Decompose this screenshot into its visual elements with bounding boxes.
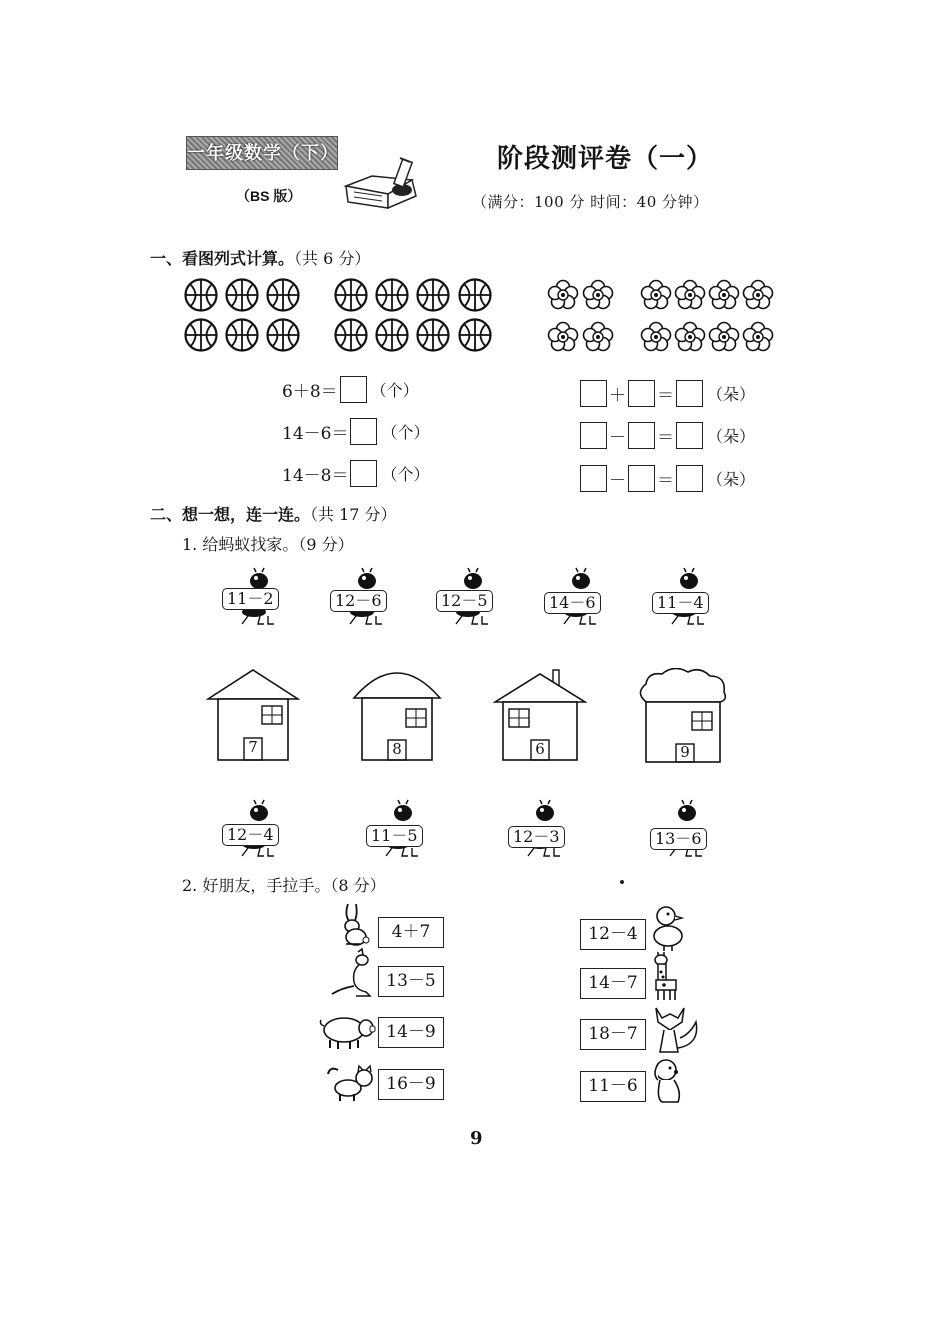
answer-box[interactable] [628, 465, 655, 492]
equation-right-1: ＋ ＝ （朵） [578, 380, 755, 407]
q2-title: 2. 好朋友，手拉手。（8 分） [182, 876, 386, 895]
ant-label: 11－2 [222, 588, 279, 610]
page-number: 9 [470, 1128, 483, 1149]
basketball-icon [268, 320, 299, 351]
expr-card-right-1[interactable]: 12－4 [580, 919, 646, 950]
expr-card-left-1[interactable]: 4＋7 [378, 917, 444, 948]
rabbit-icon [338, 902, 374, 946]
flower-icon [584, 323, 613, 351]
ant-top-1[interactable] [222, 566, 292, 628]
house-2[interactable] [352, 662, 442, 762]
fox-icon [650, 1004, 702, 1056]
flower-icon [744, 281, 773, 309]
equation-left-2: 14－6＝ （个） [282, 418, 429, 445]
chick-icon [650, 904, 690, 952]
flower-icon [584, 281, 613, 309]
q1-title: 1. 给蚂蚁找家。（9 分） [182, 535, 354, 554]
series-badge: 一年级数学（下） [186, 136, 338, 170]
book-pencil-icon [342, 156, 422, 212]
cat-icon [326, 1064, 374, 1104]
dog-icon [650, 1058, 686, 1104]
ant-bottom-1[interactable] [222, 798, 292, 860]
equation-right-3: － ＝ （朵） [578, 465, 755, 492]
expr-card-right-2[interactable]: 14－7 [580, 968, 646, 999]
basketball-icon [377, 320, 408, 351]
answer-box[interactable] [676, 380, 703, 407]
expr-card-left-4[interactable]: 16－9 [378, 1069, 444, 1100]
answer-box[interactable] [676, 465, 703, 492]
equation-left-1: 6＋8＝ （个） [282, 376, 419, 403]
ant-top-3[interactable] [436, 566, 506, 628]
expr-card-right-3[interactable]: 18－7 [580, 1019, 646, 1050]
equation-left-3: 14－8＝ （个） [282, 460, 429, 487]
flower-icon [710, 281, 739, 309]
ant-label: 14－6 [544, 592, 601, 614]
ant-label: 11－4 [652, 592, 709, 614]
ant-label: 12－6 [330, 590, 387, 612]
house-number: 7 [248, 738, 258, 756]
house-number: 9 [680, 743, 690, 761]
flower-icon [549, 323, 578, 351]
basketball-groups [180, 276, 500, 356]
house-4[interactable] [638, 668, 728, 764]
giraffe-icon [650, 950, 682, 1002]
ant-label: 12－5 [436, 590, 493, 612]
flower-icon [549, 281, 578, 309]
basketball-icon [268, 280, 299, 311]
section2-heading: 二、想一想，连一连。（共 17 分） [150, 505, 397, 524]
answer-box[interactable] [676, 422, 703, 449]
ant-label: 12－4 [222, 824, 279, 846]
flower-icon [710, 323, 739, 351]
pig-icon [318, 1010, 376, 1050]
kangaroo-icon [330, 948, 374, 1000]
answer-box[interactable] [628, 380, 655, 407]
ant-label: 12－3 [508, 826, 565, 848]
basketball-icon [418, 280, 449, 311]
page-title: 阶段测评卷（一） [497, 144, 714, 174]
section1-heading: 一、看图列式计算。（共 6 分） [150, 249, 371, 268]
house-3[interactable] [493, 668, 587, 762]
ant-label: 13－6 [650, 828, 707, 850]
answer-box[interactable] [580, 380, 607, 407]
ant-top-5[interactable] [652, 566, 722, 628]
ant-bottom-4[interactable] [650, 798, 720, 860]
exam-meta: （满分：100 分 时间：40 分钟） [472, 193, 709, 211]
basketball-icon [336, 320, 367, 351]
house-number: 8 [392, 740, 402, 758]
ant-label: 11－5 [366, 825, 423, 847]
basketball-icon [336, 280, 367, 311]
basketball-icon [186, 280, 217, 311]
stray-dot [620, 880, 624, 884]
flower-groups [545, 278, 785, 358]
flower-icon [676, 281, 705, 309]
flower-icon [744, 323, 773, 351]
basketball-icon [186, 320, 217, 351]
basketball-icon [460, 320, 491, 351]
expr-card-left-3[interactable]: 14－9 [378, 1017, 444, 1048]
ant-top-2[interactable] [330, 566, 400, 628]
house-1[interactable] [206, 668, 300, 762]
flower-icon [642, 323, 671, 351]
basketball-icon [227, 320, 258, 351]
answer-box[interactable] [628, 422, 655, 449]
basketball-icon [227, 280, 258, 311]
answer-box[interactable] [580, 465, 607, 492]
edition-label: （BS 版） [236, 188, 302, 204]
flower-icon [642, 281, 671, 309]
flower-icon [676, 323, 705, 351]
basketball-icon [418, 320, 449, 351]
ant-bottom-3[interactable] [508, 798, 578, 860]
answer-box[interactable] [350, 460, 377, 487]
equation-right-2: － ＝ （朵） [578, 422, 755, 449]
answer-box[interactable] [350, 418, 377, 445]
expr-card-right-4[interactable]: 11－6 [580, 1071, 646, 1102]
answer-box[interactable] [580, 422, 607, 449]
answer-box[interactable] [340, 376, 367, 403]
basketball-icon [377, 280, 408, 311]
ant-bottom-2[interactable] [366, 798, 436, 860]
basketball-icon [460, 280, 491, 311]
expr-card-left-2[interactable]: 13－5 [378, 966, 444, 997]
ant-top-4[interactable] [544, 566, 614, 628]
house-number: 6 [535, 740, 545, 758]
